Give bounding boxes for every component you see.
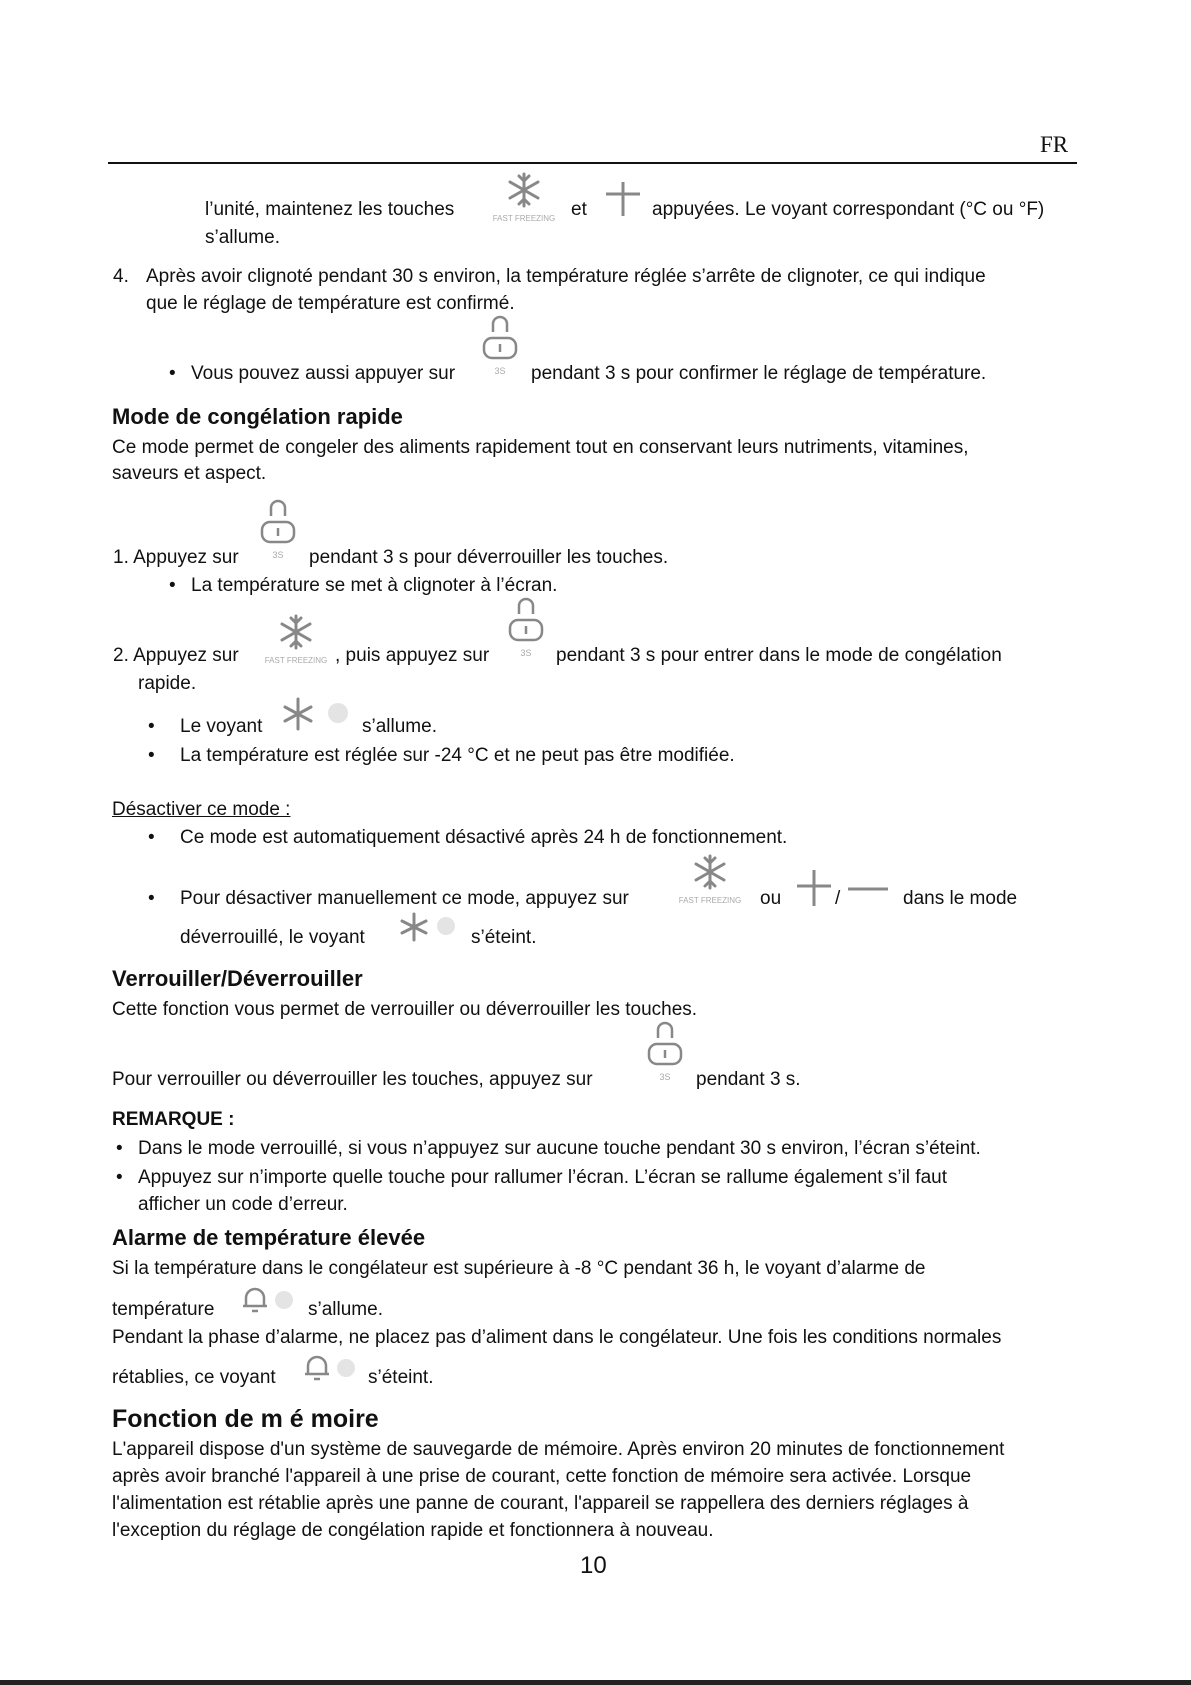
text-line: rétablies, ce voyant (112, 1367, 276, 1388)
text-line: / (835, 888, 841, 909)
section-heading: Mode de congélation rapide (112, 404, 403, 429)
header-rule (108, 162, 1077, 164)
text-line: s’éteint. (368, 1367, 434, 1388)
plus-icon (604, 180, 642, 218)
text-line: l’unité, maintenez les touches (205, 199, 455, 220)
section-heading: Verrouiller/Déverrouiller (112, 966, 363, 991)
minus-icon (846, 884, 890, 894)
bullet-item: • Appuyez sur n’importe quelle touche pour rallumer l’écran. L’écran se rallume également s’il faut (138, 1166, 947, 1190)
text-line: Cette fonction vous permet de verrouiller ou déverrouiller les touches. (112, 999, 698, 1020)
text-line: pendant 3 s. (696, 1069, 801, 1090)
text-line: s’allume. (362, 716, 437, 737)
bullet-item: • La température est réglée sur -24 °C et ne peut pas être modifiée. (180, 744, 735, 768)
svg-text:3S: 3S (494, 366, 506, 376)
text-line: Après avoir clignoté pendant 30 s environ, la température réglée s’arrête de clignoter, ce qui indique (146, 266, 986, 287)
svg-text:FAST FREEZING: FAST FREEZING (678, 896, 742, 905)
text-line: Ce mode permet de congeler des aliments rapidement tout en conservant leurs nutriments, vitamines, (112, 437, 969, 458)
text-line: L'appareil dispose d'un système de sauvegarde de mémoire. Après environ 20 minutes de fonctionnement (112, 1439, 1005, 1460)
bullet-item: • Le voyant (180, 715, 262, 739)
text-line: pendant 3 s pour déverrouiller les touches. (309, 547, 669, 568)
text-line: l'exception du réglage de congélation rapide et fonctionnera à nouveau. (112, 1520, 714, 1541)
svg-text:FAST FREEZING: FAST FREEZING (492, 214, 556, 223)
plus-icon (795, 868, 833, 908)
text-line: température (112, 1299, 215, 1320)
section-heading: Fonction de m é moire (112, 1405, 379, 1433)
text-line: s’allume. (205, 227, 280, 248)
svg-text:3S: 3S (272, 550, 284, 560)
bell-indicator-icon (302, 1352, 358, 1386)
snowflake-fast-freezing-icon (670, 852, 750, 908)
lock-3s-icon (645, 1020, 685, 1084)
svg-text:FAST FREEZING: FAST FREEZING (264, 656, 328, 665)
text-line: saveurs et aspect. (112, 463, 267, 484)
step-2: 2. Appuyez sur (113, 645, 239, 666)
svg-text:3S: 3S (520, 648, 532, 658)
snowflake-indicator-icon (278, 697, 354, 733)
snowflake-indicator-icon (396, 912, 460, 944)
text-line: appuyées. Le voyant correspondant (°C ou °F) (652, 199, 1045, 220)
text-line: rapide. (138, 673, 197, 694)
text-line: et (571, 199, 587, 220)
svg-text:3S: 3S (659, 1072, 671, 1082)
bullet-item: • Dans le mode verrouillé, si vous n’appuyez sur aucune touche pendant 30 s environ, l’écran s’éteint. (138, 1137, 981, 1161)
snowflake-fast-freezing-icon (484, 170, 564, 226)
text-line: l'alimentation est rétablie après une panne de courant, l'appareil se rappellera des derniers réglages à (112, 1493, 969, 1514)
text-line: dans le mode (903, 888, 1018, 909)
lock-3s-icon (480, 314, 520, 378)
text-line: déverrouillé, le voyant (180, 927, 365, 948)
bell-indicator-icon (240, 1284, 296, 1318)
text-line: Pendant la phase d’alarme, ne placez pas d’aliment dans le congélateur. Une fois les conditions normales (112, 1327, 1002, 1348)
text-line: s’éteint. (471, 927, 537, 948)
text-line: après avoir branché l'appareil à une prise de courant, cette fonction de mémoire sera activée. Lorsque (112, 1466, 972, 1487)
subsection-title: Désactiver ce mode : (112, 799, 291, 820)
language-code: FR (1040, 132, 1069, 157)
remark-label: REMARQUE : (112, 1109, 235, 1130)
text-line: ou (760, 888, 782, 909)
text-line: Si la température dans le congélateur est supérieure à -8 °C pendant 36 h, le voyant d’alarme de (112, 1258, 926, 1279)
text-line: Pour verrouiller ou déverrouiller les touches, appuyez sur (112, 1069, 593, 1090)
bullet-item: • Ce mode est automatiquement désactivé après 24 h de fonctionnement. (180, 826, 787, 850)
text-line: pendant 3 s pour entrer dans le mode de congélation (556, 645, 1002, 666)
text-line: pendant 3 s pour confirmer le réglage de température. (531, 363, 987, 384)
section-heading: Alarme de température élevée (112, 1225, 426, 1250)
page-number: 10 (580, 1552, 607, 1579)
bottom-border (0, 1680, 1191, 1685)
bullet-item: • Pour désactiver manuellement ce mode, appuyez sur (180, 887, 629, 911)
snowflake-fast-freezing-icon (256, 612, 336, 668)
lock-3s-icon (506, 596, 546, 660)
step-1: 1. Appuyez sur (113, 547, 239, 568)
list-number: 4. (113, 266, 129, 287)
text-line: que le réglage de température est confirmé. (146, 293, 515, 314)
text-line: , puis appuyez sur (335, 645, 490, 666)
text-line: s’allume. (308, 1299, 383, 1320)
text-line: afficher un code d’erreur. (138, 1194, 348, 1215)
bullet-item: • La température se met à clignoter à l’écran. (191, 574, 557, 598)
lock-3s-icon (258, 498, 298, 562)
bullet-item: • Vous pouvez aussi appuyer sur (191, 362, 455, 386)
